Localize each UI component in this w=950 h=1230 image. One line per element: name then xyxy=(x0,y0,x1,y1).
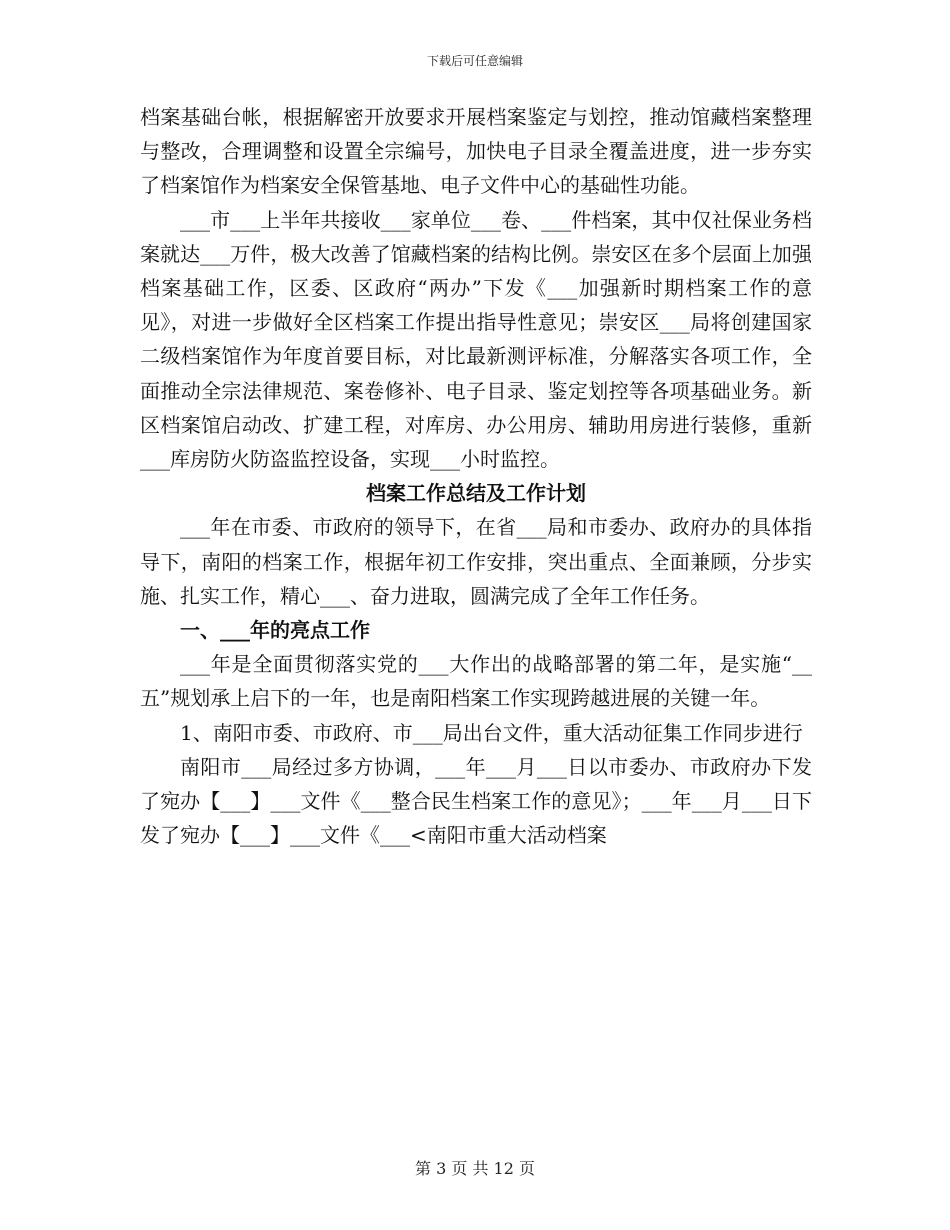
subsection-heading: 1、南阳市委、市政府、市___局出台文件，重大活动征集工作同步进行 xyxy=(180,720,803,745)
body-paragraph: ___年在市委、市政府的领导下，在省___局和市委办、政府办的具体指导下，南阳的档案工作，根据年初工作安排，突出重点、全面兼顾，分步实施、扎实工作，精心___、奋力进取，圆满完成了全年工作任务。 xyxy=(140,515,812,608)
section-heading: 一、___年的亮点工作 xyxy=(180,618,370,643)
body-paragraph: ___市___上半年共接收___家单位___卷、___件档案，其中仅社保业务档案就达___万件，极大改善了馆藏档案的结构比例。崇安区在多个层面上加强档案基础工作，区委、区政府“两办”下发《___加强新时期档案工作的意见》，对进一步做好全区档案工作提出指导性意见；崇安区___局将创建国家二级档案馆作为年度首要目标，对比最新测评标准，分解落实各项工作，全面推动全宗法律规范、案卷修补、电子目录、鉴定划控等各项基础业务。新区档案馆启动改、扩建工程，对库房、办公用房、辅助用房进行装修，重新___库房防火防盗监控设备，实现___小时监控。 xyxy=(140,207,812,472)
page-number: 第 3 页 共 12 页 xyxy=(415,1159,535,1178)
document-body xyxy=(140,100,812,852)
body-paragraph: 档案基础台帐，根据解密开放要求开展档案鉴定与划控，推动馆藏档案整理与整改，合理调整和设置全宗编号，加快电子目录全覆盖进度，进一步夯实了档案馆作为档案安全保管基地、电子文件中心的基础性功能。 xyxy=(140,105,812,198)
section-title: 档案工作总结及工作计划 xyxy=(366,481,586,506)
page-header: 下载后可任意编辑 xyxy=(426,54,523,68)
body-paragraph: ___年是全面贯彻落实党的___大作出的战略部署的第二年，是实施“__五”规划承上启下的一年，也是南阳档案工作实现跨越进展的关键一年。 xyxy=(140,652,812,711)
body-paragraph: 南阳市___局经过多方协调，___年___月___日以市委办、市政府办下发了宛办【___】___文件《___整合民生档案工作的意见》；___年___月___日下发了宛办【___】___文件《___<南阳市重大活动档案 xyxy=(140,754,812,848)
